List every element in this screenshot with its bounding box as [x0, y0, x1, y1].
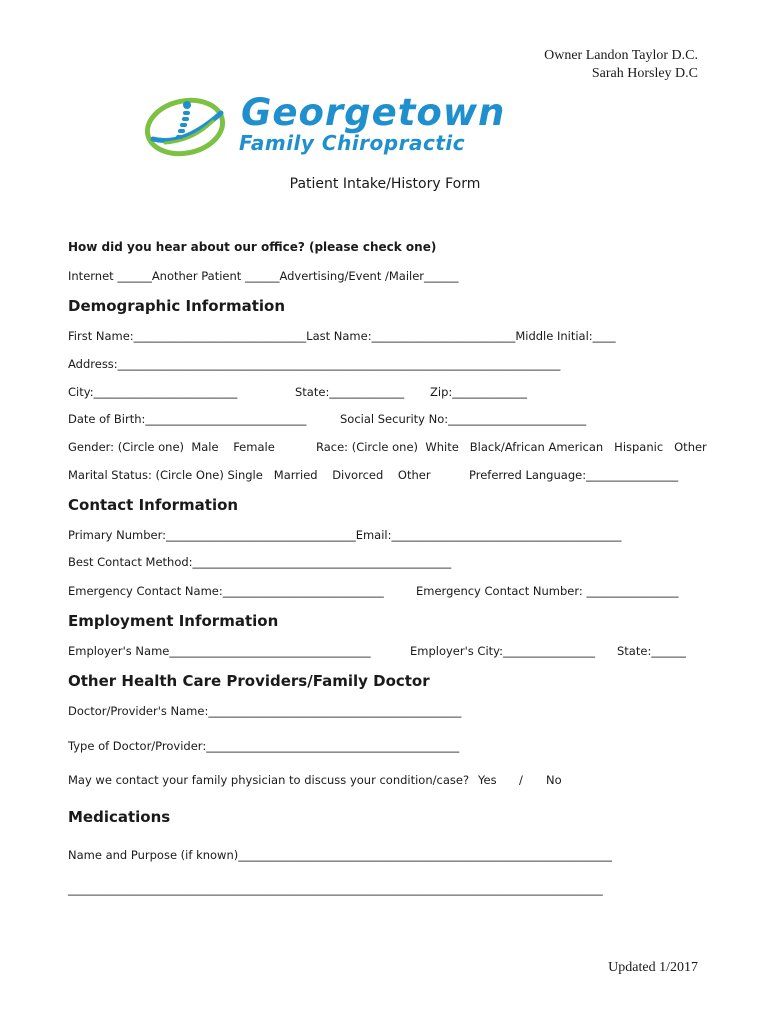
medication-extra-line[interactable]: _____________________________________________________________________________________________	[68, 882, 603, 896]
referral-question: How did you hear about our office? (please check one)	[68, 240, 437, 254]
contact-physician-question: May we contact your family physician to discuss your condition/case?	[68, 773, 470, 787]
contact-heading: Contact Information	[68, 496, 239, 514]
demographic-heading: Demographic Information	[68, 297, 286, 315]
emergency-contact-name-field[interactable]: Emergency Contact Name:____________________________	[68, 584, 384, 598]
emergency-contact-number-field[interactable]: Emergency Contact Number: ________________	[416, 584, 679, 598]
owner-line-1: Owner Landon Taylor D.C.	[544, 48, 698, 63]
primary-number-email-field[interactable]: Primary Number:_________________________________Email:________________________________________	[68, 528, 622, 542]
name-fields[interactable]: First Name:______________________________Last Name:_________________________Middle Initial:____	[68, 329, 616, 343]
employment-heading: Employment Information	[68, 612, 279, 630]
state-field[interactable]: State:_____________	[295, 385, 405, 399]
medications-heading: Medications	[68, 808, 171, 826]
brand-subtitle: Family Chiropractic	[239, 131, 466, 155]
providers-heading: Other Health Care Providers/Family Doctor	[68, 672, 430, 690]
best-contact-method-field[interactable]: Best Contact Method:_____________________________________________	[68, 555, 452, 569]
race-field[interactable]: Race: (Circle one) White Black/African American Hispanic Other	[316, 440, 707, 454]
clinic-logo	[143, 91, 623, 159]
form-title: Patient Intake/History Form	[289, 176, 481, 192]
preferred-language-field[interactable]: Preferred Language:________________	[469, 468, 679, 482]
option-separator: /	[519, 773, 523, 787]
referral-options[interactable]: Internet ______Another Patient ______Advertising/Event /Mailer______	[68, 269, 459, 283]
city-field[interactable]: City:_________________________	[68, 385, 238, 399]
gender-field[interactable]: Gender: (Circle one) Male Female	[68, 440, 275, 454]
address-field[interactable]: Address:_____________________________________________________________________________	[68, 357, 561, 371]
brand-name: Georgetown	[241, 91, 506, 134]
marital-status-field[interactable]: Marital Status: (Circle One) Single Married Divorced Other	[68, 468, 431, 482]
doctor-name-field[interactable]: Doctor/Provider's Name:____________________________________________	[68, 704, 462, 718]
owner-line-2: Sarah Horsley D.C	[591, 66, 698, 81]
updated-date: Updated 1/2017	[608, 960, 698, 975]
yes-option[interactable]: Yes	[478, 773, 497, 787]
medication-name-purpose-field[interactable]: Name and Purpose (if known)_________________________________________________________________	[68, 848, 612, 862]
spine-swoosh-icon	[143, 95, 235, 159]
doctor-type-field[interactable]: Type of Doctor/Provider:____________________________________________	[68, 739, 460, 753]
no-option[interactable]: No	[546, 773, 562, 787]
employer-name-field[interactable]: Employer's Name___________________________________	[68, 644, 371, 658]
employer-city-field[interactable]: Employer's City:________________	[410, 644, 595, 658]
dob-field[interactable]: Date of Birth:____________________________	[68, 412, 307, 426]
employer-state-field[interactable]: State:______	[617, 644, 686, 658]
zip-field[interactable]: Zip:_____________	[430, 385, 527, 399]
ssn-field[interactable]: Social Security No:________________________	[340, 412, 587, 426]
